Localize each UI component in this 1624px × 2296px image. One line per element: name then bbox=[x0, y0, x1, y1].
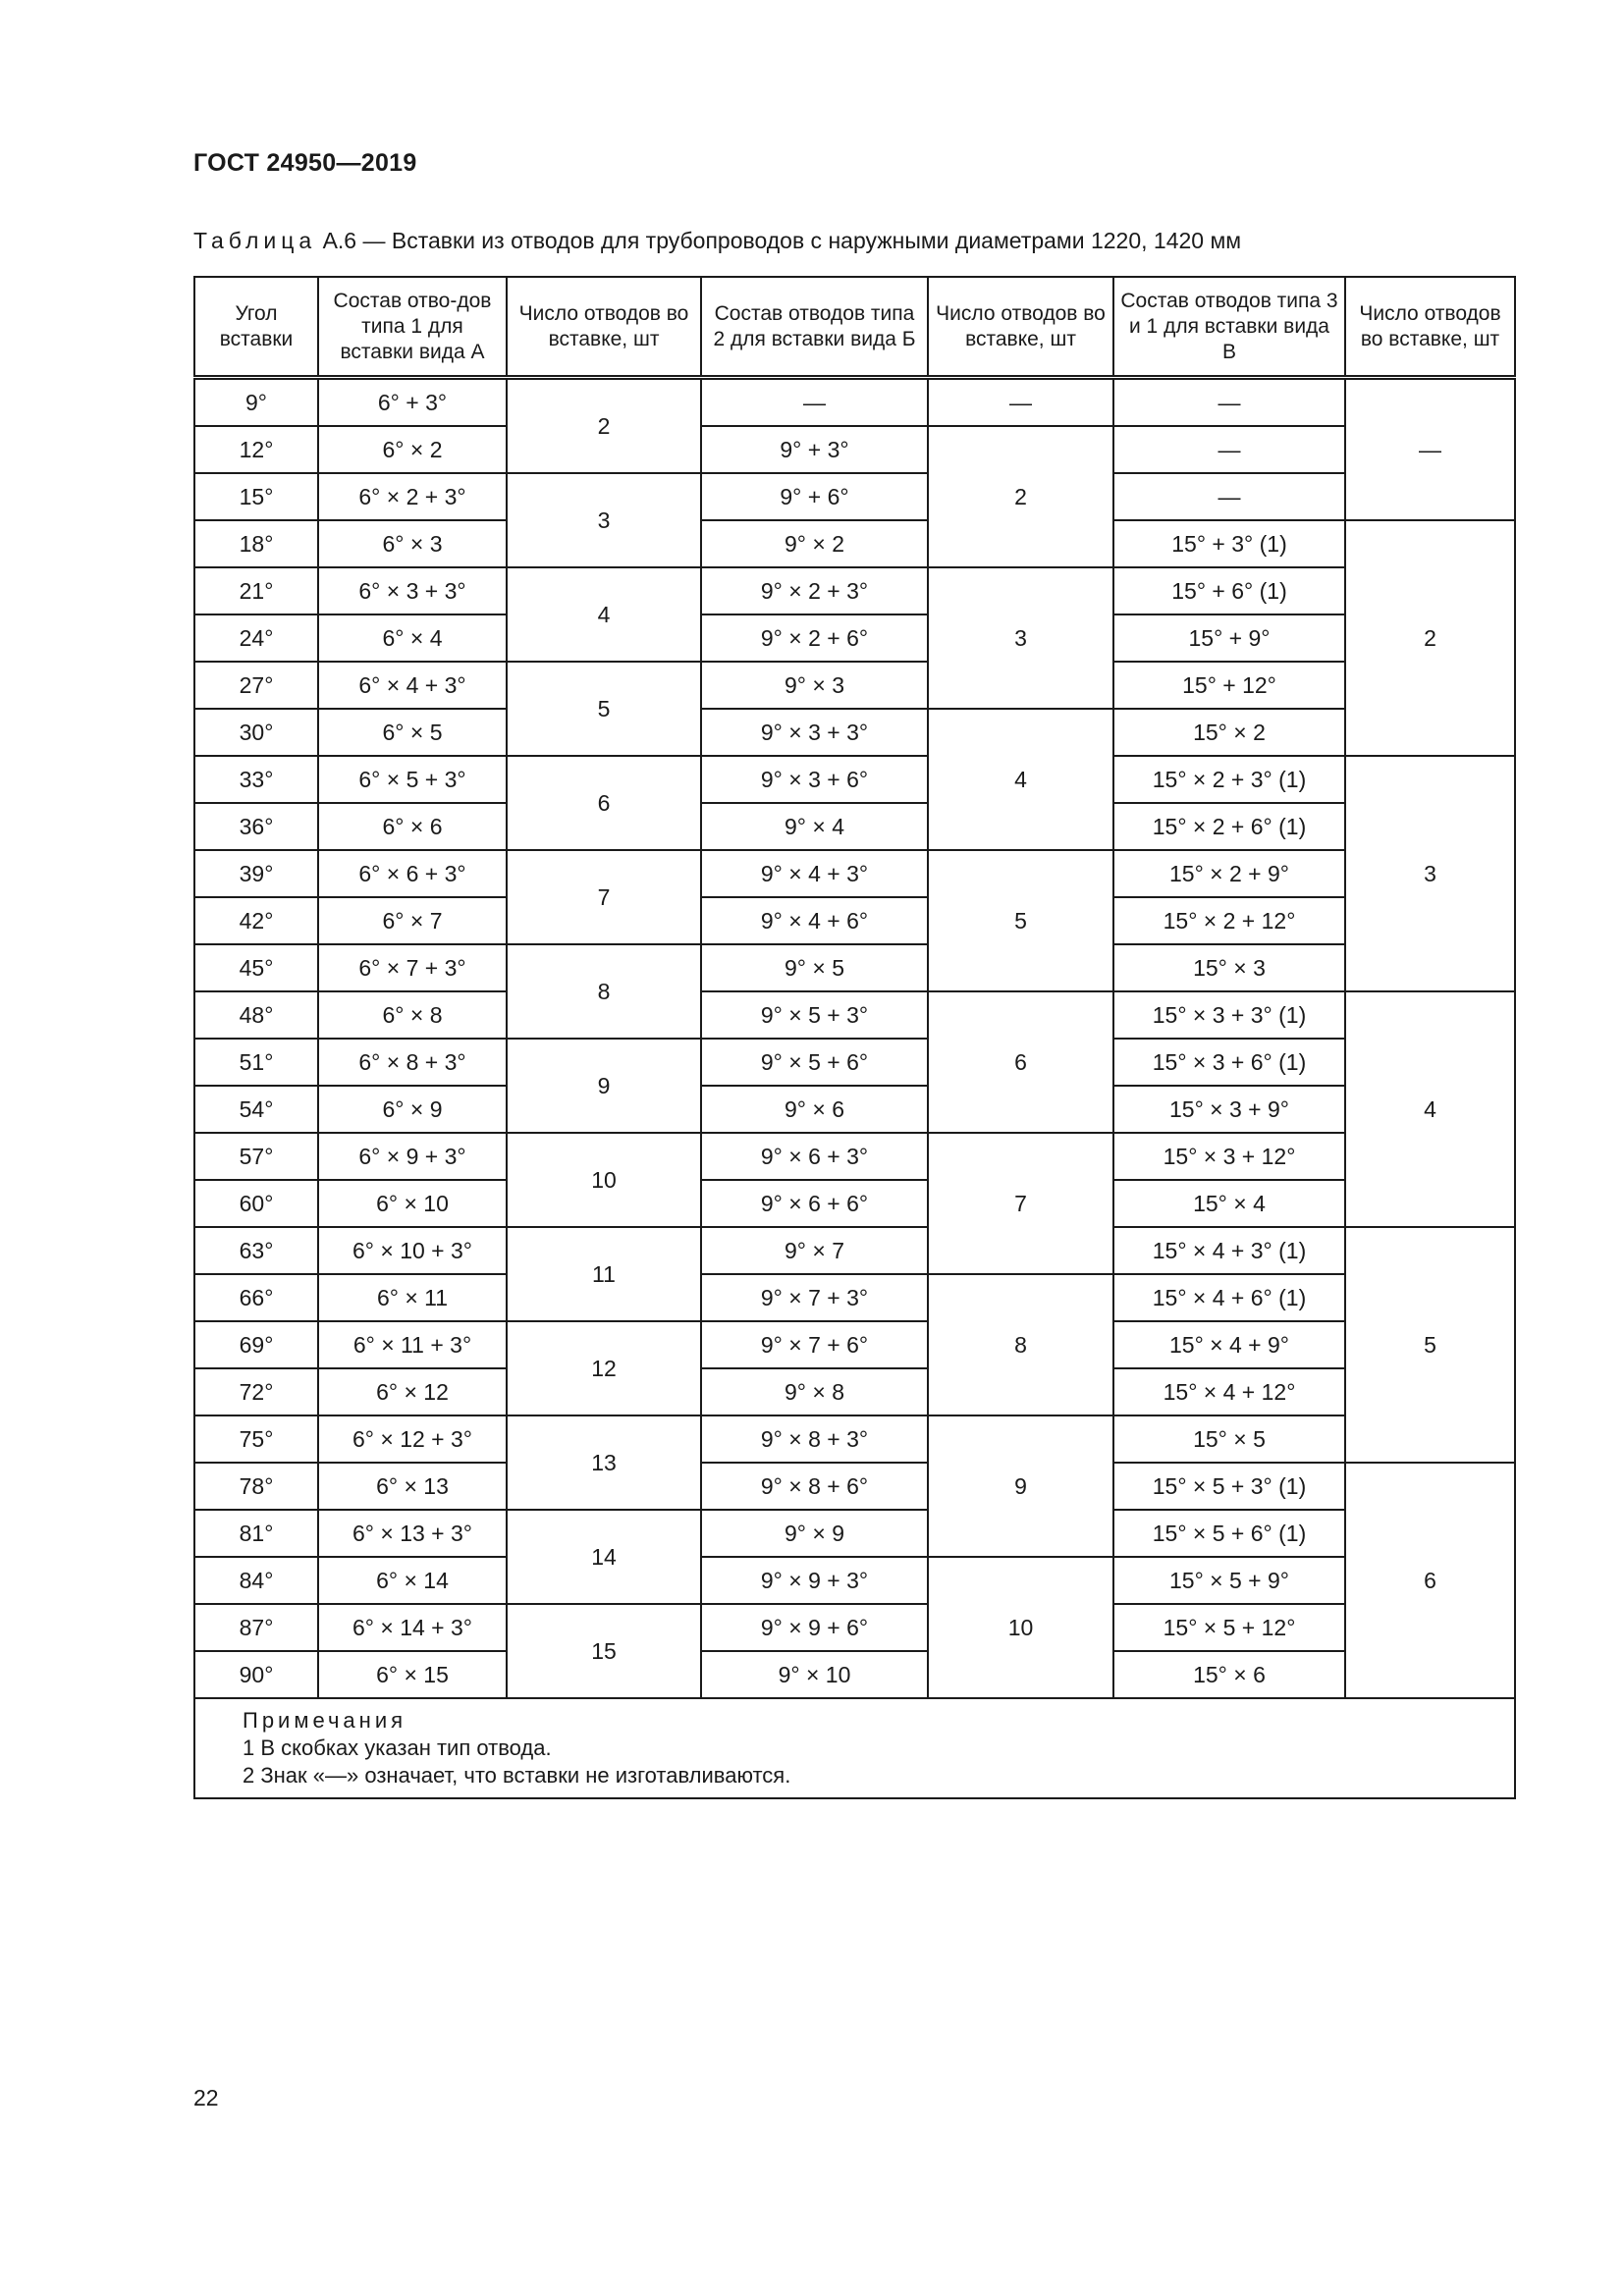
count-a-cell: 10 bbox=[507, 1133, 701, 1227]
count-c-cell: 3 bbox=[1345, 756, 1515, 991]
type3-cell: 15° × 3 + 9° bbox=[1113, 1086, 1345, 1133]
type2-cell: 9° × 2 + 3° bbox=[701, 567, 928, 614]
type2-cell: 9° × 3 bbox=[701, 662, 928, 709]
angle-cell: 72° bbox=[194, 1368, 318, 1415]
count-a-cell: 14 bbox=[507, 1510, 701, 1604]
table-row bbox=[194, 803, 1515, 850]
count-a-cell: 9 bbox=[507, 1039, 701, 1133]
count-b-cell: 2 bbox=[928, 426, 1113, 567]
count-b-cell: 10 bbox=[928, 1557, 1113, 1698]
type1-cell: 6° × 6 + 3° bbox=[318, 850, 507, 897]
type2-cell: 9° × 7 + 6° bbox=[701, 1321, 928, 1368]
type1-cell: 6° × 2 bbox=[318, 426, 507, 473]
table-row bbox=[194, 1415, 1515, 1463]
angle-cell: 15° bbox=[194, 473, 318, 520]
table-row bbox=[194, 614, 1515, 662]
angle-cell: 66° bbox=[194, 1274, 318, 1321]
type2-cell: 9° × 4 bbox=[701, 803, 928, 850]
type2-cell: 9° × 4 + 6° bbox=[701, 897, 928, 944]
count-a-cell: 5 bbox=[507, 662, 701, 756]
table-row bbox=[194, 1227, 1515, 1274]
column-header-count-b: Число отводов во вставке, шт bbox=[928, 277, 1113, 378]
type1-cell: 6° × 8 bbox=[318, 991, 507, 1039]
angle-cell: 57° bbox=[194, 1133, 318, 1180]
count-c-cell: 4 bbox=[1345, 991, 1515, 1227]
notes-title: Примечания bbox=[243, 1708, 407, 1733]
angle-cell: 75° bbox=[194, 1415, 318, 1463]
type3-cell: 15° × 2 + 9° bbox=[1113, 850, 1345, 897]
type1-cell: 6° × 7 bbox=[318, 897, 507, 944]
type1-cell: 6° + 3° bbox=[318, 378, 507, 427]
angle-cell: 36° bbox=[194, 803, 318, 850]
angle-cell: 42° bbox=[194, 897, 318, 944]
angle-cell: 48° bbox=[194, 991, 318, 1039]
type3-cell: 15° × 4 bbox=[1113, 1180, 1345, 1227]
type1-cell: 6° × 14 bbox=[318, 1557, 507, 1604]
type1-cell: 6° × 3 + 3° bbox=[318, 567, 507, 614]
angle-cell: 21° bbox=[194, 567, 318, 614]
notes-cell bbox=[194, 1698, 1515, 1798]
angle-cell: 84° bbox=[194, 1557, 318, 1604]
count-a-cell: 7 bbox=[507, 850, 701, 944]
table-row bbox=[194, 709, 1515, 756]
count-a-cell: 3 bbox=[507, 473, 701, 567]
count-a-cell: 6 bbox=[507, 756, 701, 850]
column-header-angle: Угол вставки bbox=[194, 277, 318, 378]
count-c-cell: 6 bbox=[1345, 1463, 1515, 1698]
type3-cell: 15° × 5 + 6° (1) bbox=[1113, 1510, 1345, 1557]
type1-cell: 6° × 6 bbox=[318, 803, 507, 850]
type3-cell: 15° × 3 + 3° (1) bbox=[1113, 991, 1345, 1039]
count-a-cell: 2 bbox=[507, 378, 701, 474]
table-row bbox=[194, 520, 1515, 567]
column-header-type3-composition: Состав отводов типа 3 и 1 для вставки вида В bbox=[1113, 277, 1345, 378]
type2-cell: 9° × 6 + 3° bbox=[701, 1133, 928, 1180]
table-row bbox=[194, 567, 1515, 614]
count-b-cell: 3 bbox=[928, 567, 1113, 709]
type2-cell: 9° × 5 + 6° bbox=[701, 1039, 928, 1086]
angle-cell: 18° bbox=[194, 520, 318, 567]
angle-cell: 78° bbox=[194, 1463, 318, 1510]
count-b-cell: — bbox=[928, 378, 1113, 427]
type2-cell: 9° × 8 + 3° bbox=[701, 1415, 928, 1463]
type3-cell: 15° × 3 bbox=[1113, 944, 1345, 991]
table-header-row bbox=[194, 277, 1515, 378]
column-header-count-c: Число отводов во вставке, шт bbox=[1345, 277, 1515, 378]
angle-cell: 60° bbox=[194, 1180, 318, 1227]
table-row bbox=[194, 944, 1515, 991]
type1-cell: 6° × 5 bbox=[318, 709, 507, 756]
type3-cell: 15° × 2 + 12° bbox=[1113, 897, 1345, 944]
table-row bbox=[194, 897, 1515, 944]
type3-cell: — bbox=[1113, 426, 1345, 473]
type1-cell: 6° × 15 bbox=[318, 1651, 507, 1698]
type2-cell: 9° × 5 + 3° bbox=[701, 991, 928, 1039]
note-item: 1 В скобках указан тип отвода. bbox=[243, 1735, 552, 1760]
type3-cell: 15° + 12° bbox=[1113, 662, 1345, 709]
type2-cell: 9° × 9 + 6° bbox=[701, 1604, 928, 1651]
table-row bbox=[194, 1133, 1515, 1180]
table-row bbox=[194, 426, 1515, 473]
type1-cell: 6° × 4 bbox=[318, 614, 507, 662]
column-header-count-a: Число отводов во вставке, шт bbox=[507, 277, 701, 378]
type2-cell: 9° × 9 bbox=[701, 1510, 928, 1557]
table-row bbox=[194, 1510, 1515, 1557]
angle-cell: 69° bbox=[194, 1321, 318, 1368]
count-a-cell: 4 bbox=[507, 567, 701, 662]
count-b-cell: 6 bbox=[928, 991, 1113, 1133]
type1-cell: 6° × 12 bbox=[318, 1368, 507, 1415]
type3-cell: 15° + 3° (1) bbox=[1113, 520, 1345, 567]
table-row bbox=[194, 1604, 1515, 1651]
type1-cell: 6° × 14 + 3° bbox=[318, 1604, 507, 1651]
inserts-table bbox=[193, 276, 1516, 1799]
column-header-type2-composition: Состав отводов типа 2 для вставки вида Б bbox=[701, 277, 928, 378]
type3-cell: 15° × 5 bbox=[1113, 1415, 1345, 1463]
angle-cell: 81° bbox=[194, 1510, 318, 1557]
type3-cell: 15° × 2 + 6° (1) bbox=[1113, 803, 1345, 850]
type3-cell: 15° × 2 bbox=[1113, 709, 1345, 756]
type3-cell: 15° × 5 + 3° (1) bbox=[1113, 1463, 1345, 1510]
angle-cell: 24° bbox=[194, 614, 318, 662]
note-item: 2 Знак «—» означает, что вставки не изготавливаются. bbox=[243, 1763, 791, 1788]
type3-cell: 15° × 3 + 12° bbox=[1113, 1133, 1345, 1180]
page-number: 22 bbox=[193, 2085, 219, 2110]
angle-cell: 54° bbox=[194, 1086, 318, 1133]
type3-cell: 15° × 4 + 3° (1) bbox=[1113, 1227, 1345, 1274]
angle-cell: 90° bbox=[194, 1651, 318, 1698]
type3-cell: 15° × 5 + 9° bbox=[1113, 1557, 1345, 1604]
type1-cell: 6° × 10 + 3° bbox=[318, 1227, 507, 1274]
type2-cell: 9° × 9 + 3° bbox=[701, 1557, 928, 1604]
table-row bbox=[194, 1180, 1515, 1227]
type2-cell: — bbox=[701, 378, 928, 427]
count-a-cell: 8 bbox=[507, 944, 701, 1039]
type1-cell: 6° × 11 bbox=[318, 1274, 507, 1321]
type1-cell: 6° × 10 bbox=[318, 1180, 507, 1227]
count-b-cell: 8 bbox=[928, 1274, 1113, 1415]
angle-cell: 9° bbox=[194, 378, 318, 427]
count-c-cell: 2 bbox=[1345, 520, 1515, 756]
type3-cell: 15° × 6 bbox=[1113, 1651, 1345, 1698]
table-row bbox=[194, 1086, 1515, 1133]
count-a-cell: 12 bbox=[507, 1321, 701, 1415]
type2-cell: 9° × 3 + 3° bbox=[701, 709, 928, 756]
table-row bbox=[194, 378, 1515, 427]
type2-cell: 9° + 6° bbox=[701, 473, 928, 520]
type3-cell: — bbox=[1113, 473, 1345, 520]
table-caption-label: Таблица bbox=[193, 228, 317, 253]
angle-cell: 30° bbox=[194, 709, 318, 756]
table-row bbox=[194, 1321, 1515, 1368]
count-c-cell: 5 bbox=[1345, 1227, 1515, 1463]
table-row bbox=[194, 1368, 1515, 1415]
type1-cell: 6° × 5 + 3° bbox=[318, 756, 507, 803]
count-a-cell: 11 bbox=[507, 1227, 701, 1321]
type2-cell: 9° × 8 + 6° bbox=[701, 1463, 928, 1510]
type1-cell: 6° × 8 + 3° bbox=[318, 1039, 507, 1086]
count-b-cell: 5 bbox=[928, 850, 1113, 991]
angle-cell: 45° bbox=[194, 944, 318, 991]
column-header-type1-composition: Состав отво-дов типа 1 для вставки вида А bbox=[318, 277, 507, 378]
table-row bbox=[194, 1274, 1515, 1321]
type1-cell: 6° × 11 + 3° bbox=[318, 1321, 507, 1368]
angle-cell: 12° bbox=[194, 426, 318, 473]
angle-cell: 63° bbox=[194, 1227, 318, 1274]
document-header: ГОСТ 24950—2019 bbox=[193, 149, 417, 177]
type1-cell: 6° × 12 + 3° bbox=[318, 1415, 507, 1463]
type2-cell: 9° × 7 bbox=[701, 1227, 928, 1274]
type1-cell: 6° × 9 bbox=[318, 1086, 507, 1133]
table-row bbox=[194, 662, 1515, 709]
type2-cell: 9° + 3° bbox=[701, 426, 928, 473]
type2-cell: 9° × 6 bbox=[701, 1086, 928, 1133]
table-row bbox=[194, 1651, 1515, 1698]
notes-row bbox=[194, 1698, 1515, 1798]
type3-cell: 15° × 5 + 12° bbox=[1113, 1604, 1345, 1651]
type1-cell: 6° × 9 + 3° bbox=[318, 1133, 507, 1180]
type3-cell: 15° + 6° (1) bbox=[1113, 567, 1345, 614]
count-a-cell: 15 bbox=[507, 1604, 701, 1698]
type2-cell: 9° × 5 bbox=[701, 944, 928, 991]
type2-cell: 9° × 3 + 6° bbox=[701, 756, 928, 803]
table-row bbox=[194, 991, 1515, 1039]
table-row bbox=[194, 1039, 1515, 1086]
type2-cell: 9° × 10 bbox=[701, 1651, 928, 1698]
type1-cell: 6° × 13 + 3° bbox=[318, 1510, 507, 1557]
type1-cell: 6° × 2 + 3° bbox=[318, 473, 507, 520]
type1-cell: 6° × 3 bbox=[318, 520, 507, 567]
type2-cell: 9° × 2 + 6° bbox=[701, 614, 928, 662]
type2-cell: 9° × 6 + 6° bbox=[701, 1180, 928, 1227]
count-c-cell: — bbox=[1345, 378, 1515, 521]
table-row bbox=[194, 850, 1515, 897]
type3-cell: 15° × 4 + 6° (1) bbox=[1113, 1274, 1345, 1321]
table-row bbox=[194, 1557, 1515, 1604]
table-row bbox=[194, 473, 1515, 520]
angle-cell: 87° bbox=[194, 1604, 318, 1651]
angle-cell: 51° bbox=[194, 1039, 318, 1086]
type3-cell: 15° × 2 + 3° (1) bbox=[1113, 756, 1345, 803]
count-b-cell: 4 bbox=[928, 709, 1113, 850]
count-b-cell: 9 bbox=[928, 1415, 1113, 1557]
type2-cell: 9° × 4 + 3° bbox=[701, 850, 928, 897]
count-b-cell: 7 bbox=[928, 1133, 1113, 1274]
type3-cell: 15° × 3 + 6° (1) bbox=[1113, 1039, 1345, 1086]
type2-cell: 9° × 2 bbox=[701, 520, 928, 567]
type1-cell: 6° × 4 + 3° bbox=[318, 662, 507, 709]
type2-cell: 9° × 8 bbox=[701, 1368, 928, 1415]
table-caption-text: А.6 — Вставки из отводов для трубопроводов с наружными диаметрами 1220, 1420 мм bbox=[322, 228, 1242, 253]
angle-cell: 27° bbox=[194, 662, 318, 709]
type3-cell: 15° × 4 + 12° bbox=[1113, 1368, 1345, 1415]
type3-cell: — bbox=[1113, 378, 1345, 427]
type3-cell: 15° × 4 + 9° bbox=[1113, 1321, 1345, 1368]
angle-cell: 33° bbox=[194, 756, 318, 803]
table-caption bbox=[193, 228, 1241, 254]
type1-cell: 6° × 7 + 3° bbox=[318, 944, 507, 991]
angle-cell: 39° bbox=[194, 850, 318, 897]
type3-cell: 15° + 9° bbox=[1113, 614, 1345, 662]
type2-cell: 9° × 7 + 3° bbox=[701, 1274, 928, 1321]
type1-cell: 6° × 13 bbox=[318, 1463, 507, 1510]
count-a-cell: 13 bbox=[507, 1415, 701, 1510]
table-row bbox=[194, 1463, 1515, 1510]
table-row bbox=[194, 756, 1515, 803]
